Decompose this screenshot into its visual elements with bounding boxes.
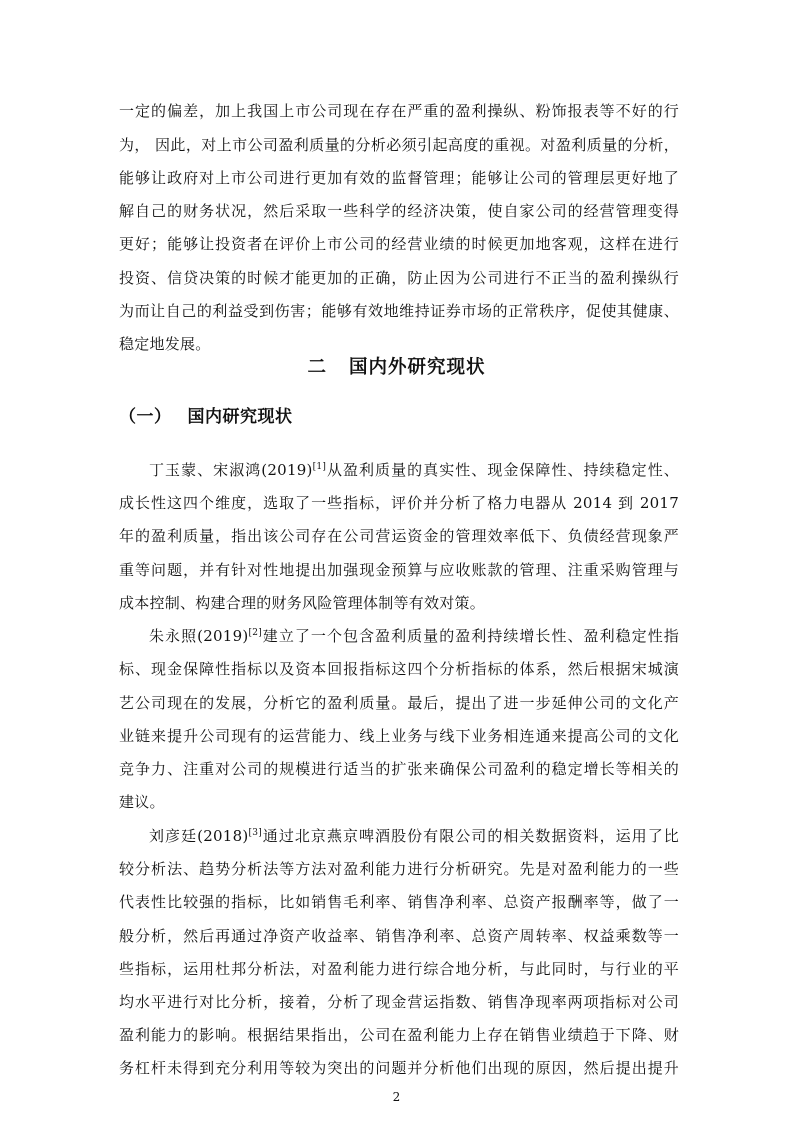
citation-ref: [2] [248, 628, 262, 638]
paragraph-3-first-line [149, 826, 679, 846]
paragraph-text: 从盈利质量的真实性、现金保障性、持续稳定性、 [326, 461, 679, 479]
paragraph-1-line: 成长性这四个维度，选取了一些指标，评价并分析了格力电器从 2014 到 2017 [119, 494, 679, 512]
paragraph-1-line: 成本控制、构建合理的财务风险管理体制等有效对策。 [119, 594, 486, 612]
section-title: 国内外研究现状 [349, 357, 486, 378]
section-number: 二 [307, 357, 327, 378]
paragraph-1-line: 重等问题，并有针对性地提出加强现金预算与应收账款的管理、注重采购管理与 [119, 561, 679, 579]
paragraph-3-line: 均水平进行对比分析，接着，分析了现金营运指数、销售净现率两项指标对公司 [119, 993, 679, 1011]
subsection-number: （一） [119, 407, 172, 427]
paragraph-1-first-line [149, 460, 679, 480]
intro-line: 解自己的财务状况，然后采取一些科学的经济决策，使自家公司的经营管理变得 [119, 202, 679, 220]
paragraph-2-line: 业链来提升公司现有的运营能力、线上业务与线下业务相连通来提高公司的文化 [119, 727, 679, 745]
intro-line: 更好；能够让投资者在评价上市公司的经营业绩的时候更加地客观，这样在进行 [119, 235, 679, 253]
paragraph-3-line: 般分析，然后再通过净资产收益率、销售净利率、总资产周转率、权益乘数等一 [119, 927, 679, 945]
paragraph-2-line: 艺公司现在的发展，分析它的盈利质量。最后，提出了进一步延伸公司的文化产 [119, 694, 679, 712]
paragraph-2-line: 竞争力、注重对公司的规模进行适当的扩张来确保公司盈利的稳定增长等相关的 [119, 760, 679, 778]
intro-line: 稳定地发展。 [119, 335, 211, 353]
page-number: 2 [392, 1090, 401, 1104]
paragraph-2-line: 标、现金保障性指标以及资本回报指标这四个分析指标的体系，然后根据宋城演 [119, 660, 679, 678]
subsection-heading [119, 405, 293, 429]
intro-line: 投资、信贷决策的时候才能更加的正确，防止因为公司进行不正当的盈利操纵行 [119, 269, 679, 287]
paragraph-3-line: 盈利能力的影响。根据结果指出，公司在盈利能力上存在销售业绩趋于下降、财 [119, 1026, 679, 1044]
paragraph-2-first-line [149, 626, 679, 646]
paragraph-3-line: 务杠杆未得到充分利用等较为突出的问题并分析他们出现的原因，然后提出提升 [119, 1059, 679, 1077]
intro-line: 为而让自己的利益受到伤害；能够有效地维持证券市场的正常秩序，促使其健康、 [119, 302, 679, 320]
section-heading [0, 355, 793, 381]
citation-author: 刘彦廷(2018) [149, 827, 249, 845]
intro-line: 能够让政府对上市公司进行更加有效的监督管理；能够让公司的管理层更好地了 [119, 169, 679, 187]
intro-line: 一定的偏差，加上我国上市公司现在存在严重的盈利操纵、粉饰报表等不好的行 [119, 102, 679, 120]
paragraph-text: 建立了一个包含盈利质量的盈利持续增长性、盈利稳定性指 [262, 627, 679, 645]
intro-line: 为， 因此，对上市公司盈利质量的分析必须引起高度的重视。对盈利质量的分析， [119, 136, 679, 154]
subsection-title: 国内研究现状 [187, 407, 293, 427]
paragraph-3-line: 些指标，运用杜邦分析法，对盈利能力进行综合地分析，与此同时，与行业的平 [119, 960, 679, 978]
paragraph-3-line: 较分析法、趋势分析法等方法对盈利能力进行分析研究。先是对盈利能力的一些 [119, 860, 679, 878]
paragraph-3-line: 代表性比较强的指标，比如销售毛利率、销售净利率、总资产报酬率等，做了一 [119, 893, 679, 911]
citation-author: 丁玉蒙、宋淑鸿(2019) [149, 461, 313, 479]
paragraph-1-line: 年的盈利质量，指出该公司存在公司营运资金的管理效率低下、负债经营现象严 [119, 527, 679, 545]
paragraph-text: 通过北京燕京啤酒股份有限公司的相关数据资料，运用了比 [262, 827, 679, 845]
paragraph-2-line: 建议。 [119, 793, 165, 811]
citation-author: 朱永照(2019) [149, 627, 249, 645]
citation-ref: [3] [248, 828, 262, 838]
citation-ref: [1] [312, 462, 327, 472]
